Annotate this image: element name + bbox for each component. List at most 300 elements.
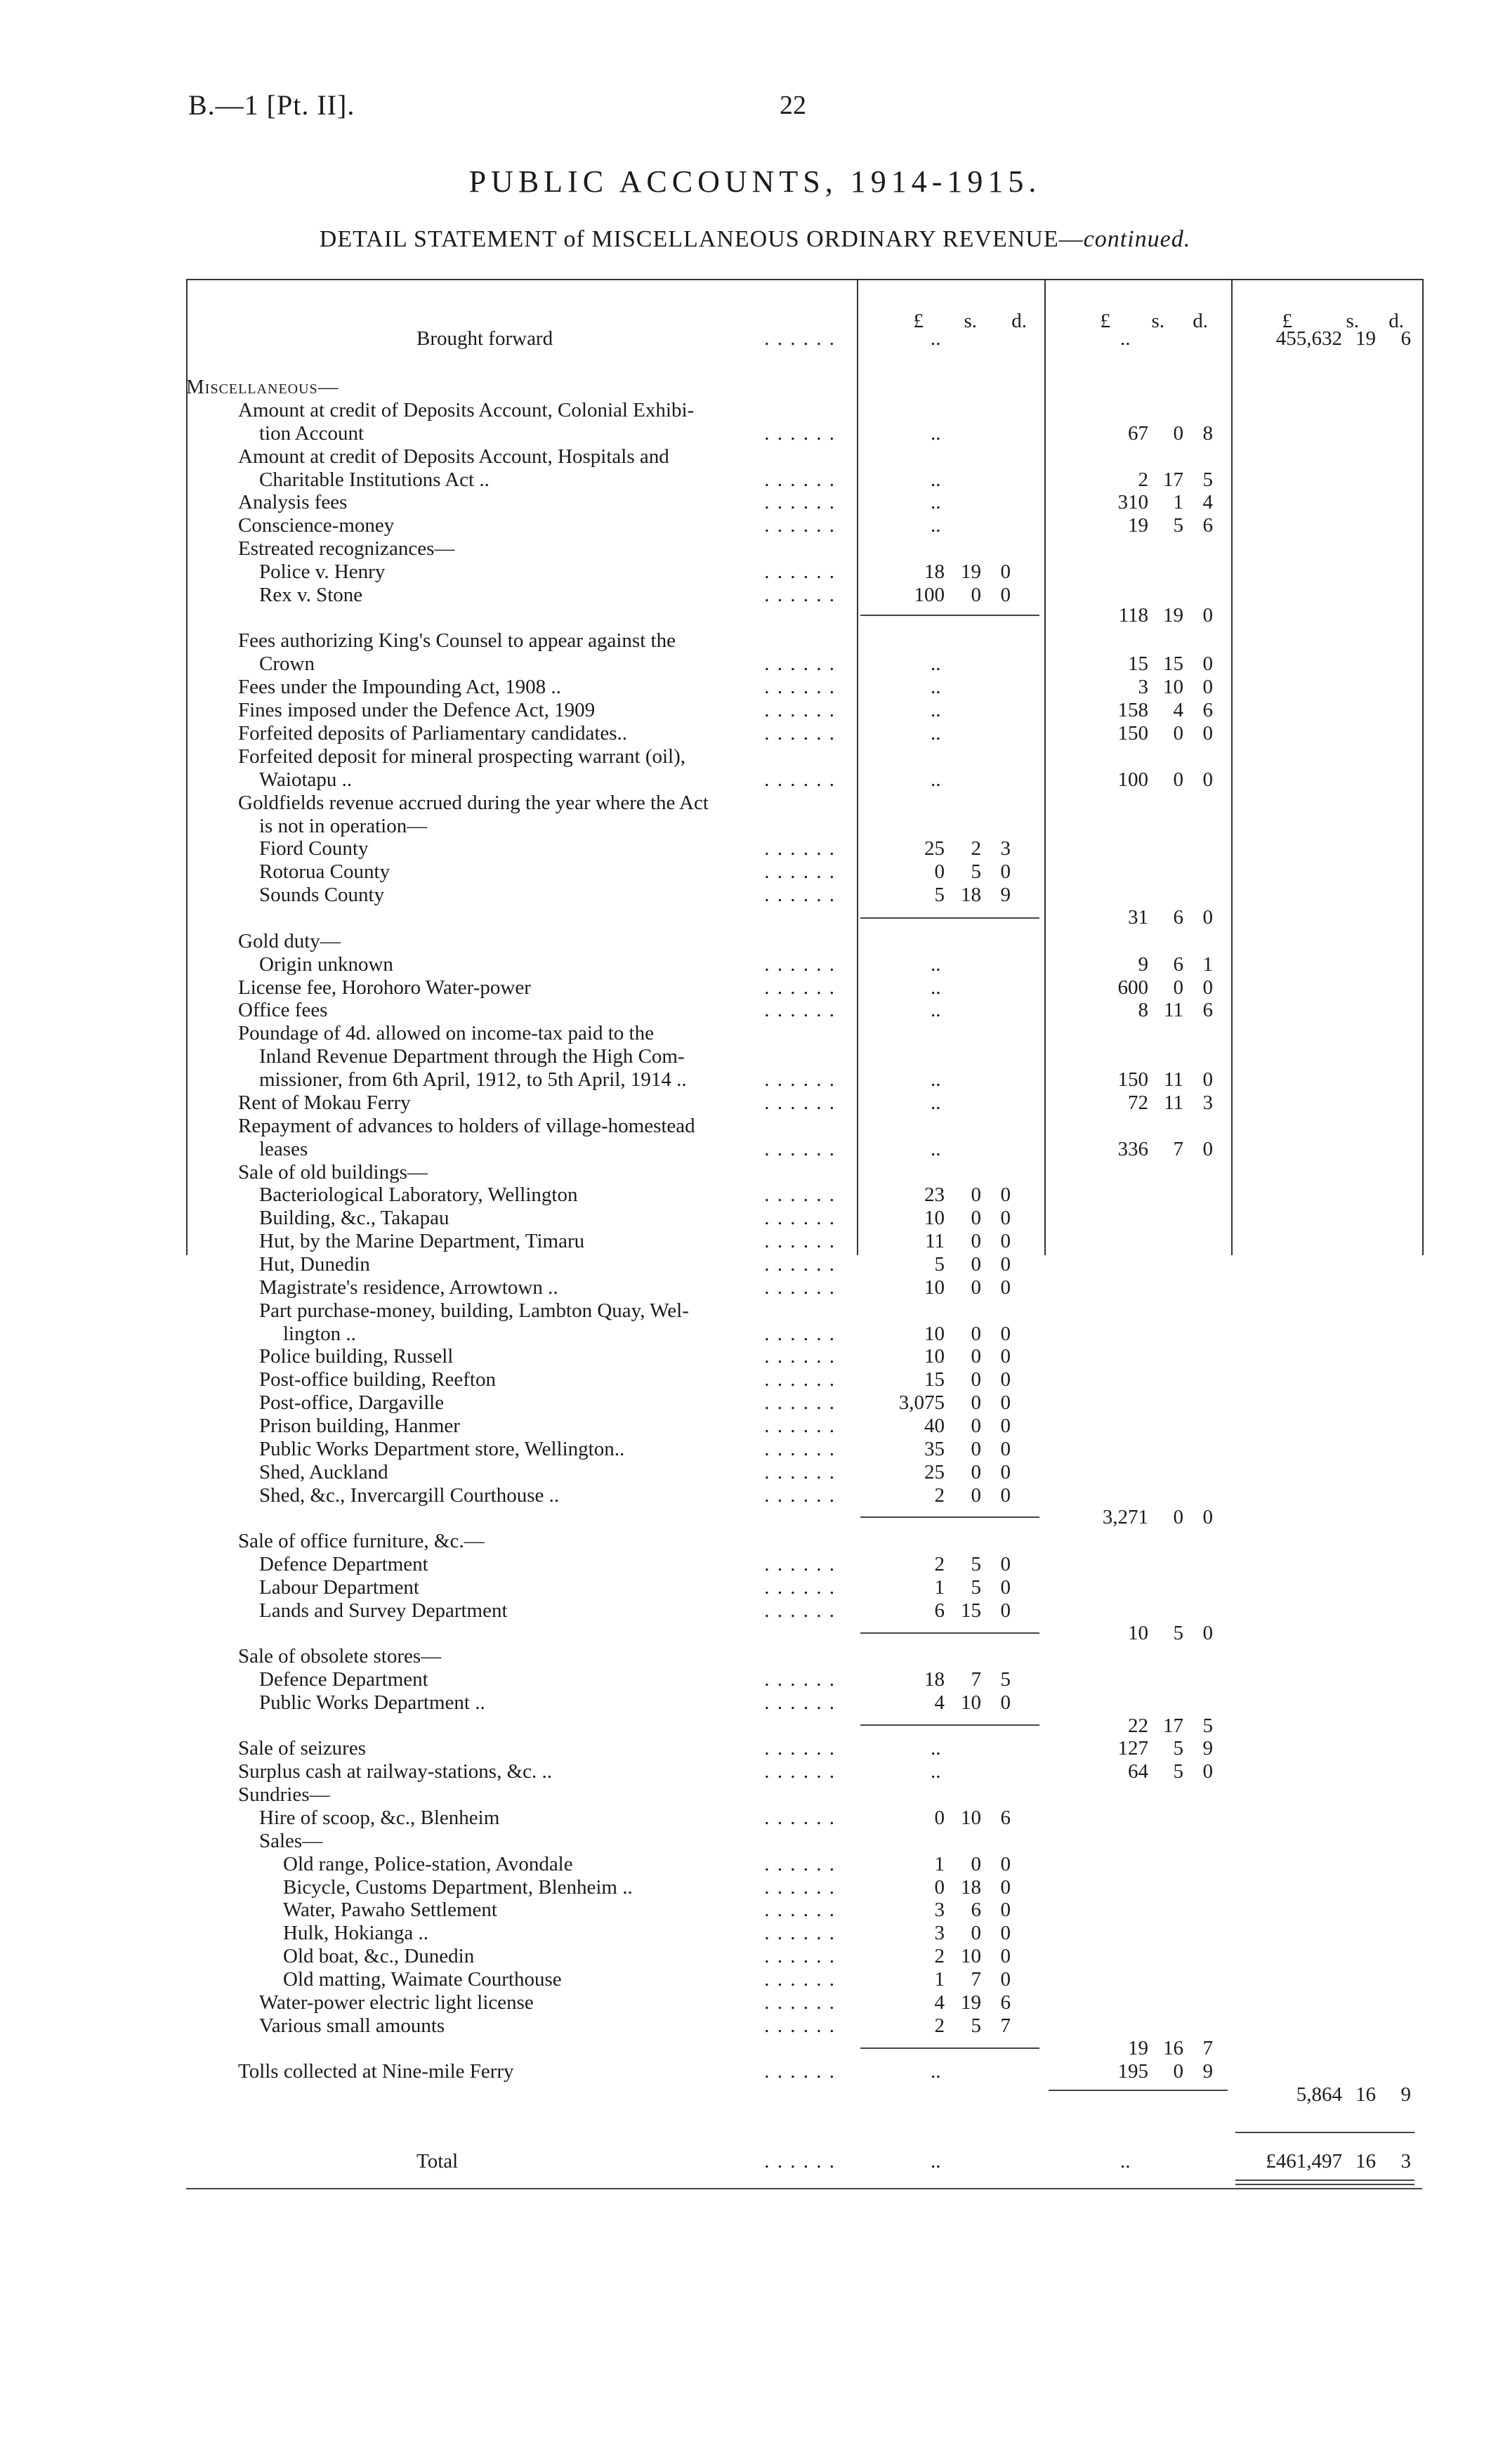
amount-pence: 0 bbox=[1000, 1876, 1011, 1899]
amount-pence: 0 bbox=[1000, 1184, 1011, 1206]
amount-shillings: 0 bbox=[971, 1323, 981, 1345]
currency-pence: d. bbox=[1193, 310, 1208, 332]
row-description: Hulk, Hokianga .. bbox=[283, 1922, 428, 1944]
amount-shillings: 5 bbox=[971, 2014, 981, 2037]
amount-pounds: 72 bbox=[1128, 1092, 1148, 1114]
table-row bbox=[186, 676, 1422, 698]
row-description: Sale of obsolete stores— bbox=[238, 1645, 442, 1667]
total-rule-bottom bbox=[1235, 2180, 1414, 2181]
row-description: Fines imposed under the Defence Act, 1909 bbox=[238, 699, 596, 721]
table-row bbox=[186, 1576, 1422, 1599]
amount-pounds: 22 bbox=[1128, 1715, 1148, 1737]
row-description: is not in operation— bbox=[259, 815, 428, 837]
empty-amount-placeholder: .. bbox=[931, 2150, 941, 2173]
amount-pounds: 100 bbox=[914, 584, 945, 606]
amount-shillings: 16 bbox=[1355, 2150, 1376, 2173]
amount-pounds: 1 bbox=[934, 1853, 945, 1875]
amount-shillings: 5 bbox=[971, 1576, 981, 1599]
row-description: Origin unknown bbox=[259, 953, 393, 976]
currency-pence: d. bbox=[1011, 310, 1027, 332]
leader-dots: . . . . . . bbox=[764, 468, 836, 491]
amount-pence: 0 bbox=[1000, 1691, 1011, 1714]
amount-shillings: 17 bbox=[1163, 1715, 1183, 1737]
row-description: Estreated recognizances— bbox=[238, 537, 455, 560]
amount-pounds: 10 bbox=[1128, 1622, 1148, 1644]
row-description: Total bbox=[416, 2150, 459, 2173]
amount-pence: 8 bbox=[1202, 422, 1213, 445]
currency-shillings: s. bbox=[964, 310, 977, 332]
leader-dots: . . . . . . bbox=[764, 1368, 836, 1391]
amount-pence: 0 bbox=[1000, 1438, 1011, 1460]
row-description: Fiord County bbox=[259, 837, 369, 860]
amount-shillings: 5 bbox=[1173, 514, 1183, 537]
row-description: License fee, Horohoro Water-power bbox=[238, 976, 531, 999]
row-description: Bacteriological Laboratory, Wellington bbox=[259, 1184, 578, 1206]
row-description: Tolls collected at Nine-mile Ferry bbox=[238, 2060, 514, 2083]
amount-pence: 0 bbox=[1000, 1553, 1011, 1575]
amount-pence: 0 bbox=[1000, 1853, 1011, 1875]
leader-dots: . . . . . . bbox=[764, 699, 836, 721]
amount-pence: 0 bbox=[1000, 1415, 1011, 1437]
table-row bbox=[186, 1553, 1422, 1575]
empty-amount-placeholder: .. bbox=[1120, 2150, 1131, 2173]
leader-dots: . . . . . . bbox=[764, 1807, 836, 1829]
amount-pounds: 5,864 bbox=[1296, 2083, 1342, 2106]
amount-shillings: 11 bbox=[1164, 1068, 1183, 1091]
empty-amount-placeholder: .. bbox=[931, 676, 941, 698]
table-row bbox=[186, 376, 1422, 398]
amount-pounds: 5 bbox=[934, 1253, 945, 1276]
amount-pounds: 2 bbox=[934, 1553, 945, 1575]
amount-pounds: 40 bbox=[924, 1415, 945, 1437]
empty-amount-placeholder: .. bbox=[931, 491, 941, 513]
amount-pence: 0 bbox=[1000, 1576, 1011, 1599]
table-row bbox=[186, 1138, 1422, 1160]
leader-dots: . . . . . . bbox=[764, 2150, 836, 2173]
table-row bbox=[186, 1853, 1422, 1875]
row-description: Building, &c., Takapau bbox=[259, 1207, 449, 1229]
row-description: Lands and Survey Department bbox=[259, 1599, 508, 1622]
table-row bbox=[186, 1876, 1422, 1899]
row-description: Charitable Institutions Act .. bbox=[259, 468, 490, 491]
amount-pence: 6 bbox=[1400, 327, 1411, 350]
row-description: Rex v. Stone bbox=[259, 584, 363, 606]
amount-pence: 6 bbox=[1202, 514, 1213, 537]
subtitle-main: DETAIL STATEMENT of MISCELLANEOUS ORDINARY REVENUE— bbox=[319, 226, 1084, 252]
amount-shillings: 0 bbox=[1173, 2060, 1183, 2083]
amount-shillings: 15 bbox=[1163, 653, 1183, 675]
amount-pence: 9 bbox=[1000, 884, 1011, 906]
row-description: Fees authorizing King's Counsel to appear against the bbox=[238, 629, 676, 652]
amount-shillings: 0 bbox=[971, 1184, 981, 1206]
amount-shillings: 0 bbox=[971, 1253, 981, 1276]
amount-shillings: 5 bbox=[971, 860, 981, 883]
leader-dots: . . . . . . bbox=[764, 1092, 836, 1114]
amount-pence: 0 bbox=[1000, 1599, 1011, 1622]
table-row bbox=[186, 1230, 1422, 1252]
empty-amount-placeholder: .. bbox=[931, 999, 941, 1021]
row-description: Sale of seizures bbox=[238, 1737, 366, 1759]
amount-shillings: 18 bbox=[961, 884, 981, 906]
table-row bbox=[186, 1207, 1422, 1229]
amount-pounds: 0 bbox=[934, 1807, 945, 1829]
total-rule-bottom bbox=[1235, 2184, 1414, 2185]
empty-amount-placeholder: .. bbox=[931, 1737, 941, 1759]
amount-pounds: 4 bbox=[934, 1991, 945, 2014]
table-row bbox=[186, 1391, 1422, 1414]
amount-shillings: 16 bbox=[1355, 2083, 1376, 2106]
amount-pounds: 195 bbox=[1117, 2060, 1148, 2083]
page-title: PUBLIC ACCOUNTS, 1914-1915. bbox=[468, 164, 1042, 199]
amount-shillings: 19 bbox=[1163, 604, 1183, 627]
leader-dots: . . . . . . bbox=[764, 422, 836, 445]
amount-pence: 9 bbox=[1202, 1737, 1213, 1759]
amount-pence: 0 bbox=[1202, 676, 1213, 698]
amount-pounds: 150 bbox=[1117, 1068, 1148, 1091]
table-row bbox=[186, 699, 1422, 721]
amount-pounds: 600 bbox=[1117, 976, 1148, 999]
currency-pounds: £ bbox=[1100, 310, 1110, 332]
amount-shillings: 19 bbox=[1355, 327, 1376, 350]
amount-pence: 7 bbox=[1000, 2014, 1011, 2037]
amount-pence: 0 bbox=[1000, 1899, 1011, 1921]
leader-dots: . . . . . . bbox=[764, 884, 836, 906]
amount-pence: 1 bbox=[1202, 953, 1213, 976]
leader-dots: . . . . . . bbox=[764, 1438, 836, 1460]
row-description: Shed, Auckland bbox=[259, 1461, 388, 1483]
table-row bbox=[186, 1184, 1422, 1206]
amount-shillings: 0 bbox=[1173, 768, 1183, 791]
amount-pounds: 127 bbox=[1117, 1737, 1148, 1759]
amount-pence: 5 bbox=[1000, 1668, 1011, 1691]
table-row bbox=[186, 1022, 1422, 1044]
amount-pence: 0 bbox=[1000, 860, 1011, 883]
row-description: Police v. Henry bbox=[259, 561, 386, 583]
amount-shillings: 0 bbox=[1173, 722, 1183, 745]
table-row bbox=[186, 514, 1422, 537]
amount-pence: 0 bbox=[1000, 1945, 1011, 1967]
table-row bbox=[186, 1737, 1422, 1759]
row-description: Fees under the Impounding Act, 1908 .. bbox=[238, 676, 561, 698]
leader-dots: . . . . . . bbox=[764, 1691, 836, 1714]
row-description: Post-office building, Reefton bbox=[259, 1368, 496, 1391]
row-description: Sounds County bbox=[259, 884, 385, 906]
table-row bbox=[186, 1830, 1422, 1852]
amount-pounds: 25 bbox=[924, 1461, 945, 1483]
amount-pounds: 336 bbox=[1117, 1138, 1148, 1160]
amount-pence: 6 bbox=[1000, 1991, 1011, 2014]
amount-shillings: 19 bbox=[961, 1991, 981, 2014]
empty-amount-placeholder: .. bbox=[931, 1068, 941, 1091]
leader-dots: . . . . . . bbox=[764, 1968, 836, 1991]
empty-amount-placeholder: .. bbox=[931, 1138, 941, 1160]
empty-amount-placeholder: .. bbox=[931, 327, 941, 350]
amount-pence: 4 bbox=[1202, 491, 1213, 513]
amount-pence: 0 bbox=[1000, 1922, 1011, 1944]
leader-dots: . . . . . . bbox=[764, 1876, 836, 1899]
amount-shillings: 7 bbox=[971, 1968, 981, 1991]
amount-pence: 9 bbox=[1400, 2083, 1411, 2106]
subtotal-row bbox=[186, 1622, 1422, 1644]
table-row bbox=[186, 399, 1422, 421]
page-subtitle bbox=[0, 226, 1510, 253]
row-description: Magistrate's residence, Arrowtown .. bbox=[259, 1276, 558, 1299]
leader-dots: . . . . . . bbox=[764, 1323, 836, 1345]
amount-pence: 0 bbox=[1000, 561, 1011, 583]
table-row bbox=[186, 1691, 1422, 1714]
table-row bbox=[186, 1323, 1422, 1345]
amount-pounds: 18 bbox=[924, 1668, 945, 1691]
leader-dots: . . . . . . bbox=[764, 953, 836, 976]
table-row bbox=[186, 792, 1422, 814]
table-row bbox=[186, 327, 1422, 350]
empty-amount-placeholder: .. bbox=[931, 1760, 941, 1783]
amount-pounds: 1 bbox=[934, 1576, 945, 1599]
leader-dots: . . . . . . bbox=[764, 1068, 836, 1091]
leader-dots: . . . . . . bbox=[764, 491, 836, 513]
amount-shillings: 5 bbox=[1173, 1622, 1183, 1644]
row-description: Labour Department bbox=[259, 1576, 419, 1599]
table-row bbox=[186, 1161, 1422, 1184]
row-description: Public Works Department store, Wellington.. bbox=[259, 1438, 625, 1460]
row-description: tion Account bbox=[259, 422, 365, 445]
amount-shillings: 10 bbox=[961, 1945, 981, 1967]
amount-pence: 9 bbox=[1202, 2060, 1213, 2083]
amount-shillings: 0 bbox=[971, 1391, 981, 1414]
subtotal-row bbox=[186, 1506, 1422, 1528]
amount-pounds: 2 bbox=[934, 2014, 945, 2037]
amount-shillings: 7 bbox=[1173, 1138, 1183, 1160]
empty-amount-placeholder: .. bbox=[931, 514, 941, 537]
empty-amount-placeholder: .. bbox=[931, 699, 941, 721]
amount-pounds: £461,497 bbox=[1266, 2150, 1342, 2173]
table-row bbox=[186, 953, 1422, 976]
amount-shillings: 11 bbox=[1164, 1092, 1183, 1114]
row-description: Amount at credit of Deposits Account, Hospitals and bbox=[238, 445, 669, 468]
leader-dots: . . . . . . bbox=[764, 1138, 836, 1160]
amount-pounds: 1 bbox=[934, 1968, 945, 1991]
leader-dots: . . . . . . bbox=[764, 1276, 836, 1299]
leader-dots: . . . . . . bbox=[764, 2014, 836, 2037]
amount-pounds: 3,271 bbox=[1102, 1506, 1148, 1528]
table-row bbox=[186, 1645, 1422, 1667]
table-row bbox=[186, 1760, 1422, 1783]
row-description: Various small amounts bbox=[259, 2014, 445, 2037]
amount-shillings: 2 bbox=[971, 837, 981, 860]
amount-pounds: 64 bbox=[1128, 1760, 1148, 1783]
amount-pence: 0 bbox=[1202, 653, 1213, 675]
subtotal-row bbox=[186, 2083, 1422, 2106]
empty-amount-placeholder: .. bbox=[931, 422, 941, 445]
table-row bbox=[186, 1599, 1422, 1622]
row-description: Rent of Mokau Ferry bbox=[238, 1092, 411, 1114]
amount-pounds: 35 bbox=[924, 1438, 945, 1460]
subtotal-row bbox=[186, 1715, 1422, 1737]
amount-shillings: 17 bbox=[1163, 468, 1183, 491]
row-description: Conscience-money bbox=[238, 514, 395, 537]
leader-dots: . . . . . . bbox=[764, 676, 836, 698]
amount-shillings: 0 bbox=[971, 1415, 981, 1437]
leader-dots: . . . . . . bbox=[764, 561, 836, 583]
table-row bbox=[186, 1922, 1422, 1944]
amount-shillings: 5 bbox=[1173, 1760, 1183, 1783]
row-description: Shed, &c., Invercargill Courthouse .. bbox=[259, 1484, 560, 1507]
table-row bbox=[186, 884, 1422, 906]
table-row bbox=[186, 860, 1422, 883]
row-description: Defence Department bbox=[259, 1553, 428, 1575]
empty-amount-placeholder: .. bbox=[931, 653, 941, 675]
empty-amount-placeholder: .. bbox=[1120, 327, 1131, 350]
amount-pounds: 19 bbox=[1128, 514, 1148, 537]
empty-amount-placeholder: .. bbox=[931, 2060, 941, 2083]
leader-dots: . . . . . . bbox=[764, 860, 836, 883]
empty-amount-placeholder: .. bbox=[931, 468, 941, 491]
amount-pounds: 0 bbox=[934, 860, 945, 883]
table-row bbox=[186, 1461, 1422, 1483]
leader-dots: . . . . . . bbox=[764, 1461, 836, 1483]
amount-shillings: 0 bbox=[971, 1922, 981, 1944]
amount-shillings: 0 bbox=[971, 1438, 981, 1460]
leader-dots: . . . . . . bbox=[764, 999, 836, 1021]
amount-shillings: 5 bbox=[1173, 1737, 1183, 1759]
row-description: Waiotapu .. bbox=[259, 768, 353, 791]
row-description: Water-power electric light license bbox=[259, 1991, 534, 2014]
amount-pounds: 15 bbox=[924, 1368, 945, 1391]
empty-amount-placeholder: .. bbox=[931, 1092, 941, 1114]
amount-shillings: 0 bbox=[971, 1230, 981, 1252]
amount-pence: 0 bbox=[1000, 1207, 1011, 1229]
leader-dots: . . . . . . bbox=[764, 1737, 836, 1759]
table-row bbox=[186, 1115, 1422, 1137]
leader-dots: . . . . . . bbox=[764, 1253, 836, 1276]
amount-pounds: 0 bbox=[934, 1876, 945, 1899]
table-row bbox=[186, 1345, 1422, 1368]
amount-shillings: 0 bbox=[971, 1207, 981, 1229]
amount-pence: 5 bbox=[1202, 468, 1213, 491]
amount-pence: 0 bbox=[1000, 1230, 1011, 1252]
table-row bbox=[186, 722, 1422, 745]
table-row bbox=[186, 422, 1422, 445]
amount-shillings: 4 bbox=[1173, 699, 1183, 721]
row-description: Water, Pawaho Settlement bbox=[283, 1899, 497, 1921]
row-description: Old boat, &c., Dunedin bbox=[283, 1945, 475, 1967]
amount-pence: 3 bbox=[1400, 2150, 1411, 2173]
amount-pounds: 9 bbox=[1138, 953, 1148, 976]
amount-pence: 0 bbox=[1000, 1276, 1011, 1299]
empty-amount-placeholder: .. bbox=[931, 722, 941, 745]
column-rule bbox=[1422, 279, 1424, 1255]
table-row bbox=[186, 745, 1422, 768]
table-row bbox=[186, 1415, 1422, 1437]
currency-pounds: £ bbox=[1282, 310, 1292, 332]
amount-shillings: 0 bbox=[1173, 1506, 1183, 1528]
amount-pounds: 8 bbox=[1138, 999, 1148, 1021]
amount-pence: 0 bbox=[1000, 1391, 1011, 1414]
amount-shillings: 0 bbox=[971, 1368, 981, 1391]
amount-pounds: 15 bbox=[1128, 653, 1148, 675]
table-row bbox=[186, 976, 1422, 999]
empty-amount-placeholder: .. bbox=[931, 953, 941, 976]
currency-pounds: £ bbox=[913, 310, 924, 332]
amount-pence: 0 bbox=[1202, 1068, 1213, 1091]
amount-pence: 0 bbox=[1000, 1368, 1011, 1391]
amount-pounds: 10 bbox=[924, 1345, 945, 1368]
row-description: Miscellaneous— bbox=[186, 376, 339, 398]
amount-pence: 3 bbox=[1000, 837, 1011, 860]
currency-pence: d. bbox=[1388, 310, 1404, 332]
amount-pounds: 4 bbox=[934, 1691, 945, 1714]
row-description: Part purchase-money, building, Lambton Quay, Wel- bbox=[259, 1299, 689, 1322]
amount-pence: 7 bbox=[1202, 2037, 1213, 2059]
leader-dots: . . . . . . bbox=[764, 1991, 836, 2014]
row-description: missioner, from 6th April, 1912, to 5th April, 1914 .. bbox=[259, 1068, 687, 1091]
row-description: Old matting, Waimate Courthouse bbox=[283, 1968, 562, 1991]
table-row bbox=[186, 445, 1422, 468]
amount-pounds: 158 bbox=[1117, 699, 1148, 721]
table-row bbox=[186, 1807, 1422, 1829]
amount-shillings: 18 bbox=[961, 1876, 981, 1899]
amount-pounds: 6 bbox=[934, 1599, 945, 1622]
amount-shillings: 0 bbox=[971, 1461, 981, 1483]
amount-shillings: 7 bbox=[971, 1668, 981, 1691]
subtotal-row bbox=[186, 604, 1422, 627]
leader-dots: . . . . . . bbox=[764, 1415, 836, 1437]
amount-pence: 0 bbox=[1000, 1461, 1011, 1483]
leader-dots: . . . . . . bbox=[764, 722, 836, 745]
table-row bbox=[186, 1668, 1422, 1691]
amount-pounds: 100 bbox=[1117, 768, 1148, 791]
amount-pounds: 2 bbox=[934, 1484, 945, 1507]
amount-pence: 6 bbox=[1202, 699, 1213, 721]
table-row bbox=[186, 930, 1422, 952]
amount-pounds: 18 bbox=[924, 561, 945, 583]
row-description: Amount at credit of Deposits Account, Colonial Exhibi- bbox=[238, 399, 695, 421]
row-description: Sale of office furniture, &c.— bbox=[238, 1530, 485, 1552]
amount-pounds: 25 bbox=[924, 837, 945, 860]
row-description: Old range, Police-station, Avondale bbox=[283, 1853, 573, 1875]
amount-shillings: 0 bbox=[1173, 976, 1183, 999]
table-row bbox=[186, 584, 1422, 606]
amount-shillings: 1 bbox=[1173, 491, 1183, 513]
amount-pence: 0 bbox=[1202, 604, 1213, 627]
amount-pounds: 31 bbox=[1128, 906, 1148, 929]
leader-dots: . . . . . . bbox=[764, 1599, 836, 1622]
amount-pounds: 3 bbox=[1138, 676, 1148, 698]
leader-dots: . . . . . . bbox=[764, 1668, 836, 1691]
table-row bbox=[186, 999, 1422, 1021]
amount-pence: 5 bbox=[1202, 1715, 1213, 1737]
table-row bbox=[186, 1945, 1422, 1967]
row-description: Goldfields revenue accrued during the year where the Act bbox=[238, 792, 709, 814]
amount-pounds: 455,632 bbox=[1275, 327, 1342, 350]
amount-pounds: 3,075 bbox=[898, 1391, 945, 1414]
amount-pence: 6 bbox=[1202, 999, 1213, 1021]
amount-shillings: 10 bbox=[961, 1691, 981, 1714]
table-row bbox=[186, 1068, 1422, 1091]
amount-pence: 0 bbox=[1202, 1138, 1213, 1160]
total-rule-top bbox=[1235, 2132, 1414, 2133]
row-description: Analysis fees bbox=[238, 491, 348, 513]
table-top-rule bbox=[186, 279, 1422, 280]
row-description: Prison building, Hanmer bbox=[259, 1415, 460, 1437]
amount-shillings: 10 bbox=[1163, 676, 1183, 698]
row-description: lington .. bbox=[283, 1323, 356, 1345]
amount-shillings: 0 bbox=[971, 1345, 981, 1368]
table-row bbox=[186, 1899, 1422, 1921]
row-description: Gold duty— bbox=[238, 930, 341, 952]
row-description: Sundries— bbox=[238, 1783, 330, 1806]
amount-shillings: 0 bbox=[971, 1276, 981, 1299]
